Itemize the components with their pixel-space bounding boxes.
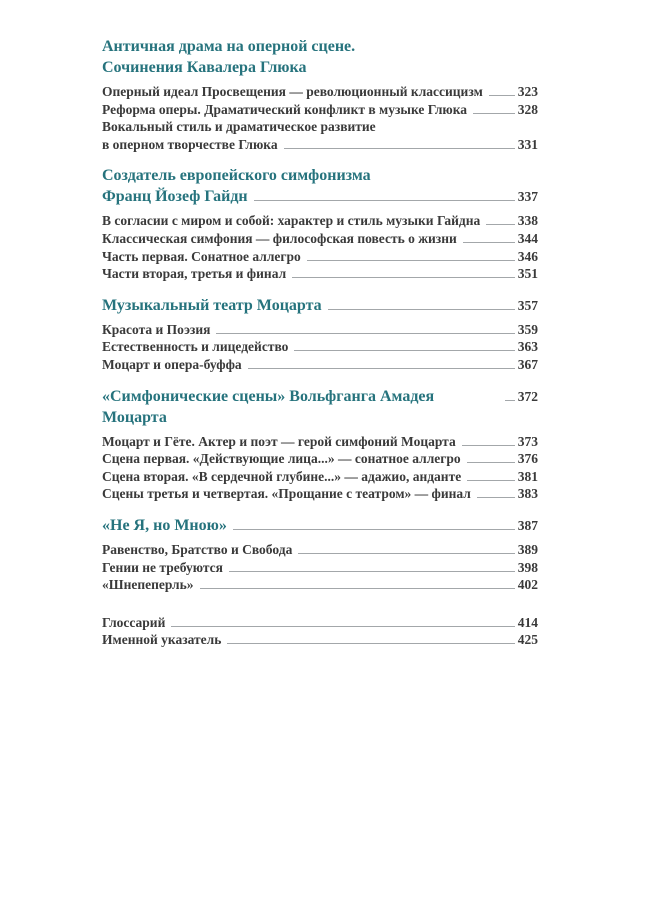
leader-line: [229, 571, 515, 572]
leader-line: [463, 242, 515, 243]
section-heading-row: [102, 186, 538, 207]
toc-entry-label: Естественность и лицедейство: [102, 339, 289, 355]
leader-line: [467, 480, 515, 481]
toc-footer-entry: [102, 614, 538, 632]
toc-entry: [102, 212, 538, 230]
page-number: 414: [517, 614, 538, 630]
toc-entry-label: Глоссарий: [102, 614, 166, 630]
toc-footer-entry: [102, 631, 538, 649]
toc-entry: [102, 450, 538, 468]
section-entries: [102, 83, 538, 153]
toc-entry: [102, 338, 538, 356]
section-heading-text: Музыкальный театр Моцарта: [102, 296, 322, 314]
section-heading: [102, 295, 538, 316]
leader-line: [486, 224, 515, 225]
leader-line: [328, 309, 515, 310]
page-number: 337: [517, 189, 538, 205]
page-number: 344: [517, 230, 538, 246]
section-heading-text: «Не Я, но Мною»: [102, 516, 227, 534]
toc-entry-label: Реформа оперы. Драматический конфликт в музыке Глюка: [102, 101, 468, 117]
toc-entry-row: [102, 136, 538, 154]
toc-entry: [102, 248, 538, 266]
page-number: 346: [517, 248, 538, 264]
toc-entry: [102, 485, 538, 503]
toc-entry-label: В согласии с миром и собой: характер и стиль музыки Гайдна: [102, 213, 481, 229]
toc-entry-row: [102, 450, 538, 468]
toc-section: [102, 295, 538, 374]
section-heading-line: Сочинения Кавалера Глюка: [102, 59, 307, 76]
toc-section: [102, 515, 538, 594]
toc-entry-row: [102, 559, 538, 577]
leader-line: [284, 148, 515, 149]
toc-entry-row: [102, 433, 538, 451]
toc-entry-row: [102, 265, 538, 283]
page-number: 402: [517, 577, 538, 593]
toc-entry-label: Равенство, Братство и Свобода: [102, 541, 293, 557]
toc-entry-label: Красота и Поэзия: [102, 321, 211, 337]
toc-footer: [102, 614, 538, 649]
toc-entry-row: [102, 212, 538, 230]
toc-entry-label: Часть первая. Сонатное аллегро: [102, 248, 301, 264]
leader-line: [477, 497, 515, 498]
toc-entry: [102, 576, 538, 594]
page-number: 389: [517, 541, 538, 557]
toc-entry-label: в оперном творчестве Глюка: [102, 136, 278, 152]
toc-entry-label: Оперный идеал Просвещения — революционный классицизм: [102, 84, 483, 99]
toc-section: [102, 36, 538, 153]
toc-entry-label: Моцарт и опера-буффа: [102, 356, 242, 372]
leader-line: [171, 626, 514, 627]
toc-sections: [102, 36, 538, 594]
page-number: 425: [517, 632, 538, 648]
toc-entry-label: Сцена первая. «Действующие лица...» — сонатное аллегро: [102, 451, 461, 467]
toc-entry-row: [102, 485, 538, 503]
toc-entry: [102, 101, 538, 119]
section-heading-text: Франц Йозеф Гайдн: [102, 188, 248, 206]
page-number: 387: [517, 517, 538, 533]
toc-entry: [102, 468, 538, 486]
toc-entry: [102, 433, 538, 451]
section-heading: [102, 165, 538, 207]
toc-entry-label: Части вторая, третья и финал: [102, 266, 287, 282]
leader-line: [227, 643, 514, 644]
toc-entry: [102, 321, 538, 339]
page-number: 383: [517, 486, 538, 502]
toc-entry: [102, 230, 538, 248]
leader-line: [505, 400, 515, 401]
toc-section: [102, 386, 538, 503]
toc-entry-row: [102, 468, 538, 486]
toc-entry: [102, 118, 538, 153]
page-number: 363: [517, 339, 538, 355]
page-number: 367: [517, 356, 538, 372]
page-number: 376: [517, 451, 538, 467]
toc-entry: [102, 541, 538, 559]
table-of-contents: [102, 36, 538, 649]
page-number: 351: [517, 266, 538, 282]
leader-line: [298, 553, 514, 554]
page-number: 323: [517, 84, 538, 99]
toc-entry-row: [102, 230, 538, 248]
toc-entry-label: Классическая симфония — философская повесть о жизни: [102, 230, 457, 246]
leader-line: [307, 260, 515, 261]
section-heading-row: [102, 386, 538, 428]
toc-section: [102, 165, 538, 282]
toc-entry-label: Моцарт и Гёте. Актер и поэт — герой симфоний Моцарта: [102, 433, 456, 449]
toc-entry: [102, 83, 538, 101]
toc-entry-line: Вокальный стиль и драматическое развитие: [102, 119, 376, 135]
toc-entry-label: Именной указатель: [102, 632, 222, 648]
page-number: 357: [517, 297, 538, 313]
toc-entry: [102, 265, 538, 283]
toc-entry-row: [102, 541, 538, 559]
page-number: 359: [517, 321, 538, 337]
leader-line: [254, 200, 515, 201]
leader-line: [489, 95, 515, 96]
toc-entry-label: «Шнепеперль»: [102, 577, 194, 593]
section-heading-line: Создатель европейского симфонизма: [102, 167, 371, 185]
leader-line: [462, 445, 515, 446]
leader-line: [294, 350, 514, 351]
leader-line: [200, 588, 515, 589]
section-heading: [102, 515, 538, 536]
section-entries: [102, 212, 538, 282]
page-number: 381: [517, 468, 538, 484]
toc-entry-row: [102, 576, 538, 594]
section-heading: [102, 386, 538, 428]
toc-entry-label: Сцена вторая. «В сердечной глубине...» — адажио, анданте: [102, 468, 462, 484]
page-number: 372: [517, 388, 538, 404]
page-number: 328: [517, 101, 538, 117]
toc-entry: [102, 559, 538, 577]
toc-entry: [102, 356, 538, 374]
leader-line: [473, 113, 515, 114]
toc-entry-row: [102, 338, 538, 356]
toc-entry-row: [102, 101, 538, 119]
leader-line: [292, 277, 515, 278]
toc-entry-row: [102, 248, 538, 266]
toc-entry-row: [102, 83, 538, 101]
leader-line: [216, 333, 514, 334]
section-heading: [102, 36, 538, 78]
toc-entry-row: [102, 321, 538, 339]
leader-line: [233, 529, 515, 530]
leader-line: [248, 368, 515, 369]
section-heading-text: «Симфонические сцены» Вольфганга Амадея Моцарта: [102, 387, 435, 426]
page-number: 338: [517, 213, 538, 229]
section-entries: [102, 433, 538, 503]
toc-entry-label: Сцены третья и четвертая. «Прощание с театром» — финал: [102, 486, 471, 502]
section-heading-row: [102, 515, 538, 536]
section-heading-line: Античная драма на оперной сцене.: [102, 38, 356, 55]
page-number: 398: [517, 559, 538, 575]
page-number: 373: [517, 433, 538, 449]
section-entries: [102, 321, 538, 374]
leader-line: [467, 462, 515, 463]
page-number: 331: [517, 136, 538, 152]
toc-entry-row: [102, 356, 538, 374]
section-heading-row: [102, 295, 538, 316]
toc-entry-label: Гении не требуются: [102, 559, 223, 575]
section-entries: [102, 541, 538, 594]
